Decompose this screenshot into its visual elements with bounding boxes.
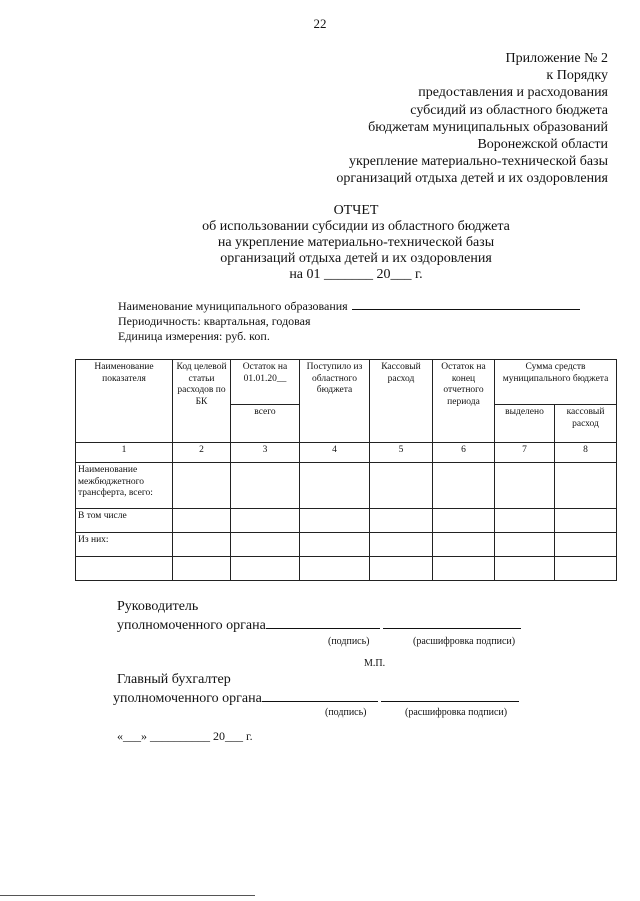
sign-caption: (подпись) (325, 707, 367, 718)
table-row (76, 533, 617, 557)
table-cell[interactable] (300, 533, 370, 557)
head-title: Руководитель (117, 599, 199, 614)
report-subtitle: на укрепление материально-технической базы (217, 235, 495, 250)
appendix-line: субсидий из областного бюджета (410, 102, 608, 118)
head-sign-line[interactable] (266, 616, 380, 629)
header-name: Наименование показателя (76, 360, 173, 443)
row-label: Наименование межбюджетного трансферта, всего: (76, 463, 173, 509)
report-period: на 01 _______ 20___ г. (289, 267, 423, 282)
column-number: 5 (370, 443, 433, 463)
table-cell[interactable] (370, 463, 433, 509)
appendix-line: укрепление материально-технической базы (348, 154, 608, 170)
appendix-line: бюджетам муниципальных образований (368, 119, 608, 135)
report-subtitle: об использовании субсидии из областного бюджета (202, 219, 510, 234)
column-number: 2 (173, 443, 231, 463)
decode-caption: (расшифровка подписи) (405, 707, 508, 718)
table-cell[interactable] (300, 463, 370, 509)
report-subtitle: организаций отдыха детей и их оздоровления (220, 251, 492, 266)
row-label: Из них: (76, 533, 173, 557)
report-heading: ОТЧЕТ (333, 203, 379, 218)
appendix-line: предоставления и расходования (418, 85, 608, 101)
appendix-line: к Порядку (546, 68, 608, 84)
report-title-block (0, 203, 640, 283)
unit-of-measure: Единица измерения: руб. коп. (118, 329, 270, 343)
head-decode-line[interactable] (383, 616, 521, 629)
accountant-sign-line[interactable] (262, 689, 378, 702)
table-cell[interactable] (433, 557, 495, 581)
header-code: Код целевой статьи расходов по БК (173, 360, 231, 443)
accountant-decode-line[interactable] (381, 689, 519, 702)
sign-caption: (подпись) (328, 636, 370, 647)
table-cell[interactable] (433, 509, 495, 533)
table-cell[interactable] (433, 533, 495, 557)
column-number: 1 (76, 443, 173, 463)
report-table (75, 359, 617, 581)
table-cell[interactable] (231, 557, 300, 581)
table-cell[interactable] (555, 463, 617, 509)
row-label: В том числе (76, 509, 173, 533)
appendix-line: Приложение № 2 (505, 51, 608, 66)
table-cell[interactable] (433, 463, 495, 509)
footer-divider (0, 895, 255, 896)
header-allocated: выделено (495, 405, 555, 443)
table-cell[interactable] (300, 557, 370, 581)
table-cell[interactable] (370, 557, 433, 581)
table-cell[interactable] (173, 533, 231, 557)
row-label (76, 557, 173, 581)
table-cell[interactable] (555, 509, 617, 533)
column-number: 7 (495, 443, 555, 463)
table-cell[interactable] (231, 463, 300, 509)
periodicity: Периодичность: квартальная, годовая (118, 314, 311, 328)
appendix-block (336, 50, 608, 188)
stamp-label: М.П. (364, 658, 386, 669)
accountant-org: уполномоченного органа (113, 691, 262, 706)
header-balance-start: Остаток на 01.01.20__ (231, 360, 300, 405)
column-number: 4 (300, 443, 370, 463)
report-meta (118, 299, 580, 344)
table-cell[interactable] (495, 509, 555, 533)
table-row (76, 463, 617, 509)
table-cell[interactable] (173, 463, 231, 509)
table-cell[interactable] (173, 509, 231, 533)
decode-caption: (расшифровка подписи) (413, 636, 516, 647)
table-cell[interactable] (173, 557, 231, 581)
header-balance-start-total: всего (231, 405, 300, 443)
municipality-field[interactable] (352, 299, 580, 310)
accountant-signature-block (113, 671, 519, 708)
table-cell[interactable] (495, 533, 555, 557)
column-number: 8 (555, 443, 617, 463)
municipality-label: Наименование муниципального образования (118, 299, 348, 313)
column-number: 6 (433, 443, 495, 463)
table-cell[interactable] (370, 533, 433, 557)
table-cell[interactable] (555, 533, 617, 557)
table-cell[interactable] (300, 509, 370, 533)
page-number: 22 (313, 16, 327, 31)
table-row (76, 557, 617, 581)
header-balance-end: Остаток на конец отчетного периода (433, 360, 495, 443)
table-cell[interactable] (231, 533, 300, 557)
header-cash-expense: Кассовый расход (370, 360, 433, 443)
accountant-title: Главный бухгалтер (117, 672, 231, 687)
appendix-line: Воронежской области (477, 137, 608, 153)
header-received: Поступило из областного бюджета (300, 360, 370, 443)
table-cell[interactable] (555, 557, 617, 581)
header-cash: кассовый расход (555, 405, 617, 443)
table-cell[interactable] (495, 463, 555, 509)
head-signature-block (117, 598, 521, 635)
date-line[interactable]: «___» __________ 20___ г. (117, 729, 253, 743)
appendix-line: организаций отдыха детей и их оздоровления (336, 171, 608, 187)
table-cell[interactable] (495, 557, 555, 581)
column-number: 3 (231, 443, 300, 463)
head-org: уполномоченного органа (117, 618, 266, 633)
table-cell[interactable] (370, 509, 433, 533)
table-cell[interactable] (231, 509, 300, 533)
header-municipal: Сумма средств муниципального бюджета (495, 360, 617, 405)
table-row (76, 509, 617, 533)
